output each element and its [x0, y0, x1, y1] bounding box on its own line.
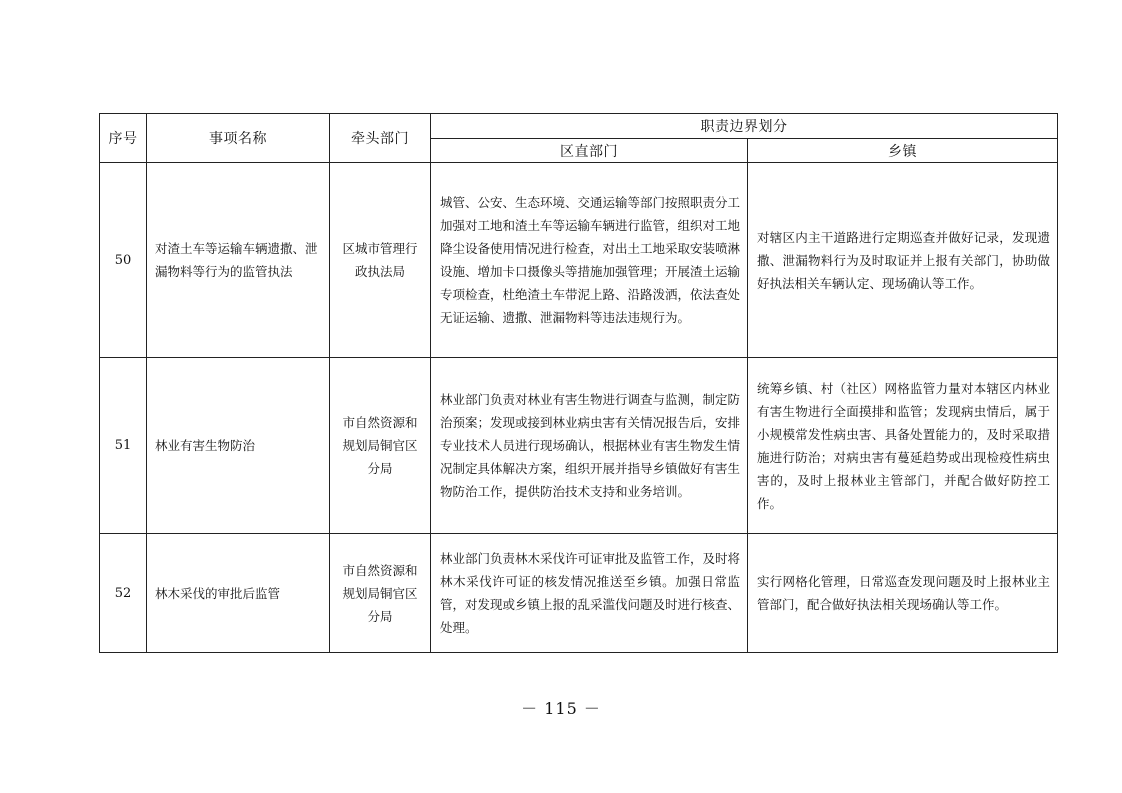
table-row	[100, 163, 1058, 358]
header-lead-dept: 牵头部门	[330, 114, 431, 163]
row-township-duty: 统筹乡镇、村（社区）网格监管力量对本辖区内林业有害生物进行全面摸排和监管；发现病虫情后，属于小规模常发性病虫害、具备处置能力的，及时采取措施进行防治；对病虫害有蔓延趋势或出现检疫性病虫害的，及时上报林业主管部门，并配合做好防控工作。	[748, 358, 1058, 534]
header-row-top	[100, 114, 1058, 139]
row-seq: 50	[100, 163, 147, 358]
row-township-duty: 实行网格化管理，日常巡查发现问题及时上报林业主管部门，配合做好执法相关现场确认等工作。	[748, 534, 1058, 653]
row-township-duty: 对辖区内主干道路进行定期巡查并做好记录，发现遗撒、泄漏物料行为及时取证并上报有关部门，协助做好执法相关车辆认定、现场确认等工作。	[748, 163, 1058, 358]
table-row	[100, 358, 1058, 534]
header-township: 乡镇	[748, 139, 1058, 163]
responsibility-table-container	[99, 113, 1057, 653]
table-row	[100, 534, 1058, 653]
row-lead-dept: 市自然资源和规划局铜官区分局	[330, 534, 431, 653]
row-item-name: 对渣土车等运输车辆遗撒、泄漏物料等行为的监管执法	[147, 163, 330, 358]
responsibility-table	[99, 113, 1058, 653]
header-responsibility: 职责边界划分	[431, 114, 1058, 139]
row-district-duty: 林业部门负责林木采伐许可证审批及监管工作，及时将林木采伐许可证的核发情况推送至乡镇。加强日常监管，对发现或乡镇上报的乱采滥伐问题及时进行核查、处理。	[431, 534, 748, 653]
row-district-duty: 林业部门负责对林业有害生物进行调查与监测，制定防治预案；发现或接到林业病虫害有关情况报告后，安排专业技术人员进行现场确认，根据林业有害生物发生情况制定具体解决方案，组织开展并指导乡镇做好有害生物防治工作，提供防治技术支持和业务培训。	[431, 358, 748, 534]
header-seq: 序号	[100, 114, 147, 163]
row-seq: 52	[100, 534, 147, 653]
row-lead-dept: 区城市管理行政执法局	[330, 163, 431, 358]
header-item-name: 事项名称	[147, 114, 330, 163]
row-seq: 51	[100, 358, 147, 534]
page-number: － 115 －	[521, 699, 601, 718]
row-district-duty: 城管、公安、生态环境、交通运输等部门按照职责分工加强对工地和渣土车等运输车辆进行监管，组织对工地降尘设备使用情况进行检查，对出土工地采取安装喷淋设施、增加卡口摄像头等措施加强管理；开展渣土运输专项检查，杜绝渣土车带泥上路、沿路泼洒，依法查处无证运输、遗撒、泄漏物料等违法违规行为。	[431, 163, 748, 358]
row-item-name: 林木采伐的审批后监管	[147, 534, 330, 653]
row-lead-dept: 市自然资源和规划局铜官区分局	[330, 358, 431, 534]
row-item-name: 林业有害生物防治	[147, 358, 330, 534]
header-district: 区直部门	[431, 139, 748, 163]
